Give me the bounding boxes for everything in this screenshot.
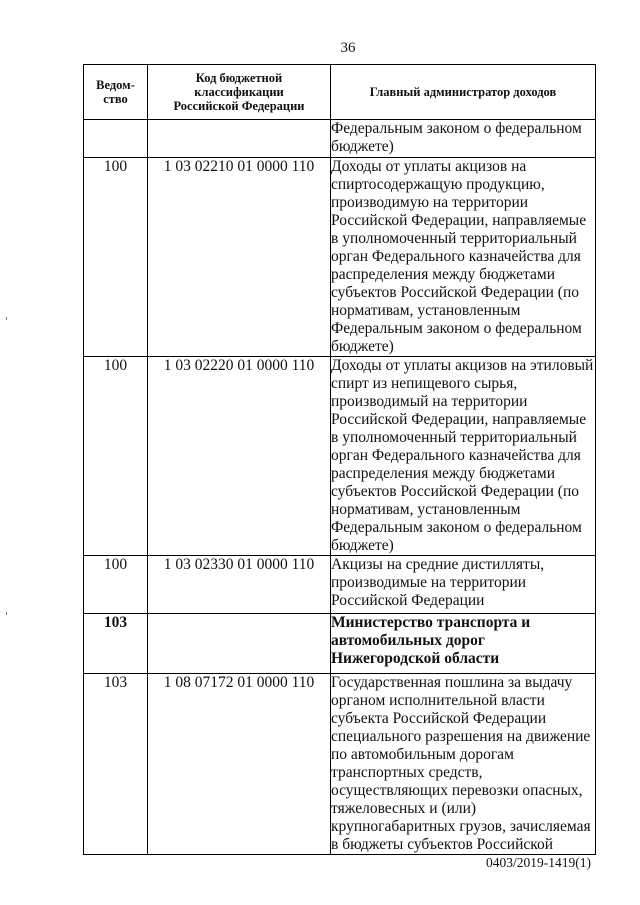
header-code [148, 65, 331, 120]
header-department [84, 65, 148, 120]
dept-cell: 100 [84, 158, 148, 357]
table-header-row [84, 65, 596, 120]
code-cell: 1 03 02210 01 0000 110 [148, 158, 331, 357]
header-administrator-label: Главный администратор доходов [369, 85, 557, 99]
dept-cell: 103 [84, 674, 148, 855]
name-cell: Государственная пошлина за выдачу органом исполнительной власти субъекта Российской Федерации специального разрешения на движение по автомобильным дорогам транспортных средств, осуществляющих перевозки опасных, тяжеловесных и (или) крупногабаритных грузов, зачисляемая в бюджеты субъектов Российской [331, 674, 596, 855]
table-row [84, 357, 596, 556]
name-cell: Доходы от уплаты акцизов на спиртосодержащую продукцию, производимую на территории Российской Федерации, направляемые в уполномоченный территориальный орган Федерального казначейства для распределения между бюджетами субъектов Российской Федерации (по нормативам, установленным Федеральным законом о федеральном бюджете) [331, 158, 596, 357]
table-row [84, 120, 596, 158]
table-row [84, 614, 596, 674]
name-cell: Акцизы на средние дистилляты, производимые на территории Российской Федерации [331, 556, 596, 614]
table-row [84, 674, 596, 855]
table-row [84, 556, 596, 614]
margin-mark [6, 317, 7, 320]
header-administrator [331, 65, 596, 120]
code-cell: 1 08 07172 01 0000 110 [148, 674, 331, 855]
budget-classification-table [83, 64, 596, 855]
document-code: 0403/2019-1419(1) [486, 855, 591, 870]
code-cell [148, 614, 331, 674]
dept-cell: 103 [84, 614, 148, 674]
code-cell: 1 03 02330 01 0000 110 [148, 556, 331, 614]
margin-mark [6, 612, 7, 615]
name-cell: Федеральным законом о федеральном бюджете) [331, 120, 596, 158]
page-number: 36 [340, 40, 356, 56]
dept-cell: 100 [84, 556, 148, 614]
dept-cell [84, 120, 148, 158]
header-department-label: Ведом- ство [96, 78, 135, 106]
header-code-label: Код бюджетной классификации Российской Федерации [173, 71, 305, 113]
code-cell [148, 120, 331, 158]
dept-cell: 100 [84, 357, 148, 556]
table-row [84, 158, 596, 357]
name-cell: Доходы от уплаты акцизов на этиловый спирт из непищевого сырья, производимый на территории Российской Федерации, направляемые в уполномоченный территориальный орган Федерального казначейства для распределения между бюджетами субъектов Российской Федерации (по нормативам, установленным Федеральным законом о федеральном бюджете) [331, 357, 596, 556]
code-cell: 1 03 02220 01 0000 110 [148, 357, 331, 556]
ministry-name-cell: Министерство транспорта и автомобильных дорог Нижегородской области [331, 614, 596, 674]
